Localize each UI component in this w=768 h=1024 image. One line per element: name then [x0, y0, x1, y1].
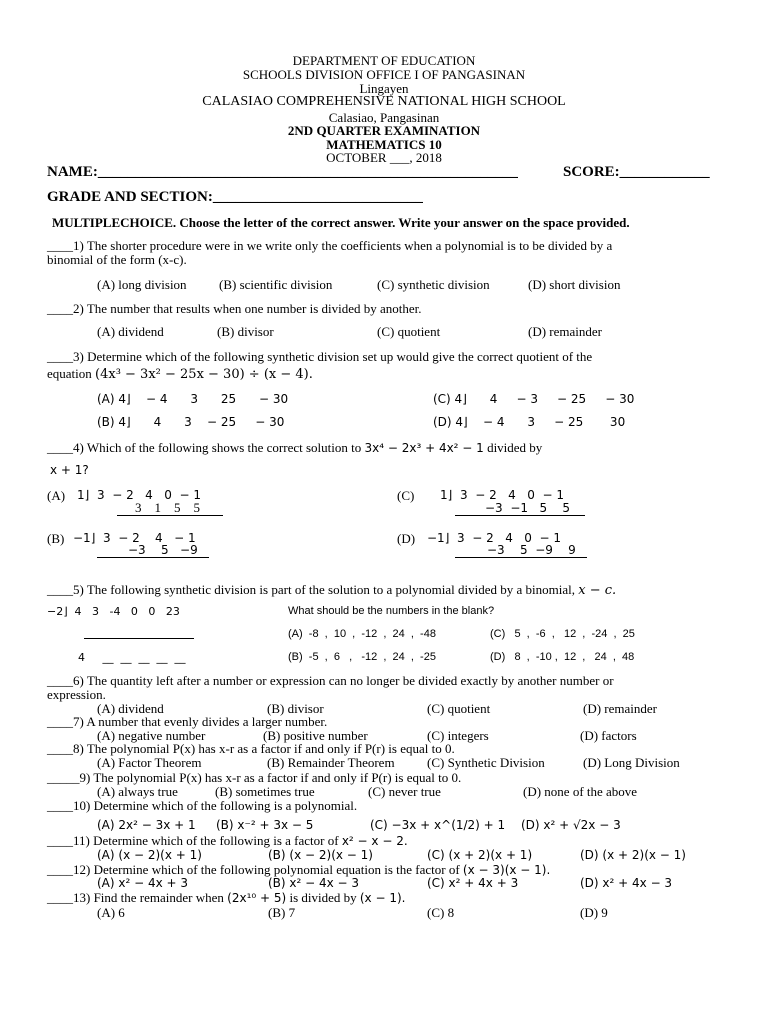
q13-text	[47, 890, 405, 906]
q11-text-main: ____11) Determine which of the following is a factor of	[47, 833, 342, 848]
q6-choice-d[interactable]: (D) remainder	[583, 701, 657, 716]
q3-choice-a[interactable]: (A) 4⌋ − 4 3 25 − 30	[97, 392, 289, 406]
q1-choice-d[interactable]: (D) short division	[528, 277, 621, 292]
q3-choice-b[interactable]: (B) 4⌋ 4 3 − 25 − 30	[97, 415, 285, 429]
q4-choice-a-label[interactable]: (A)	[47, 488, 66, 503]
q4-choice-d-row1: −1⌋ 3 − 2 4 0 − 1	[427, 531, 562, 545]
q12-factor: (x − 3)(x − 1).	[462, 863, 551, 877]
q5-synthetic-row1: −2⌋ 4 3 -4 0 0 23	[47, 605, 180, 618]
q5-choice-b[interactable]: (B) -5 , 6 , -12 , 24 , -25	[288, 651, 436, 663]
header-date: OCTOBER ___, 2018	[326, 150, 442, 165]
q6-text-line1: ____6) The quantity left after a number or expression can no longer be divided exactly by another number or	[47, 673, 614, 688]
q11-choice-b[interactable]: (B) (x − 2)(x − 1)	[268, 848, 373, 862]
q1-choice-a[interactable]: (A) long division	[97, 277, 187, 292]
q12-choice-b[interactable]: (B) x² − 4x − 3	[268, 876, 360, 890]
q6-choice-a[interactable]: (A) dividend	[97, 701, 164, 716]
q4-choice-d-rule	[455, 557, 587, 558]
q5-choice-c[interactable]: (C) 5 , -6 , 12 , -24 , 25	[490, 628, 635, 640]
q9-choice-a[interactable]: (A) always true	[97, 784, 178, 799]
q12-text-main: ____12) Determine which of the following polynomial equation is the factor of	[47, 862, 463, 877]
q7-choice-b[interactable]: (B) positive number	[263, 728, 368, 743]
q2-choice-b[interactable]: (B) divisor	[217, 324, 274, 339]
q10-choice-b[interactable]: (B) x⁻² + 3x − 5	[216, 818, 314, 832]
q6-choice-c[interactable]: (C) quotient	[427, 701, 491, 716]
q9-choice-c[interactable]: (C) never true	[368, 784, 441, 799]
q10-text: ____10) Determine which of the following is a polynomial.	[47, 798, 358, 813]
header-school: CALASIAO COMPREHENSIVE NATIONAL HIGH SCHOOL	[202, 94, 566, 109]
q4-choice-c-row2: −3 −1 5 5	[485, 501, 570, 515]
q5-choice-d[interactable]: (D) 8 , -10 , 12 , 24 , 48	[490, 651, 635, 663]
q13-choice-a[interactable]: (A) 6	[97, 905, 125, 920]
q8-choice-b[interactable]: (B) Remainder Theorem	[267, 755, 395, 770]
header-subject: MATHEMATICS 10	[326, 137, 442, 152]
q10-choice-d[interactable]: (D) x² + √2x − 3	[521, 818, 621, 832]
q4-choice-b-rule	[97, 557, 209, 558]
q5-text-main: ____5) The following synthetic division is part of the solution to a polynomial divided by a binomial,	[47, 582, 579, 597]
q13-text-a: ____13) Find the remainder when	[47, 890, 228, 905]
score-field[interactable]: SCORE:____________	[563, 164, 710, 180]
q11-choice-a[interactable]: (A) (x − 2)(x + 1)	[97, 848, 202, 862]
q5-prompt: What should be the numbers in the blank?	[288, 605, 495, 617]
q7-choice-c[interactable]: (C) integers	[427, 728, 489, 743]
q7-choice-a[interactable]: (A) negative number	[97, 728, 206, 743]
q10-choice-a[interactable]: (A) 2x² − 3x + 1	[97, 818, 196, 832]
header-school-location: Calasiao, Pangasinan	[328, 110, 440, 125]
q4-choice-c-row1: 1⌋ 3 − 2 4 0 − 1	[440, 488, 565, 502]
q4-divisor: x + 1?	[50, 463, 89, 477]
q8-choice-c[interactable]: (C) Synthetic Division	[427, 755, 545, 770]
q4-choice-c-label[interactable]: (C)	[397, 488, 415, 503]
q3-equation: (4x³ − 3x² − 25x − 30) ÷ (x − 4).	[95, 367, 313, 382]
q6-choice-b[interactable]: (B) divisor	[267, 701, 324, 716]
q5-binomial: x − c.	[578, 583, 617, 598]
q13-text-c: is divided by	[286, 890, 360, 905]
q3-text-line1: ____3) Determine which of the following synthetic division set up would give the correct quotient of the	[47, 349, 593, 364]
q3-text-line2	[47, 366, 313, 382]
q4-choice-d-label[interactable]: (D)	[397, 531, 416, 546]
q4-text-line1	[47, 440, 542, 456]
q3-choice-c[interactable]: (C) 4⌋ 4 − 3 − 25 − 30	[433, 392, 635, 406]
q13-divisor: (x − 1).	[359, 891, 406, 905]
q2-choice-a[interactable]: (A) dividend	[97, 324, 164, 339]
q13-choice-c[interactable]: (C) 8	[427, 905, 455, 920]
instructions: MULTIPLECHOICE. Choose the letter of the correct answer. Write your answer on the space provided.	[52, 215, 630, 230]
q5-synthetic-rule	[84, 638, 194, 639]
q4-choice-a-row2: 3 1 5 5	[135, 500, 200, 515]
q9-choice-d[interactable]: (D) none of the above	[523, 784, 638, 799]
header-dept: DEPARTMENT OF EDUCATION	[292, 53, 476, 68]
q4-choice-b-row1: −1⌋ 3 − 2 4 − 1	[73, 531, 196, 545]
q11-polynomial: x² − x − 2.	[341, 834, 408, 848]
q5-synthetic-row3: 4 __ __ __ __ __	[78, 651, 186, 664]
q2-choice-c[interactable]: (C) quotient	[377, 324, 441, 339]
q8-text: ____8) The polynomial P(x) has x-r as a factor if and only if P(r) is equal to 0.	[47, 741, 455, 756]
q2-text: ____2) The number that results when one number is divided by another.	[47, 301, 422, 316]
q4-text-prefix: ____4) Which of the following shows the correct solution to	[47, 440, 365, 455]
q12-choice-c[interactable]: (C) x² + 4x + 3	[427, 876, 519, 890]
q1-text-line1: ____1) The shorter procedure were in we write only the coefficients when a polynomial is to be divided by a	[47, 238, 613, 253]
grade-section-field[interactable]: GRADE AND SECTION:____________________________	[47, 189, 423, 205]
q4-polynomial: 3x⁴ − 2x³ + 4x² − 1	[364, 441, 484, 455]
q7-text: ____7) A number that evenly divides a larger number.	[47, 714, 328, 729]
q7-choice-d[interactable]: (D) factors	[580, 728, 637, 743]
q4-text-suffix: divided by	[483, 440, 543, 455]
q12-choice-d[interactable]: (D) x² + 4x − 3	[580, 876, 673, 890]
q4-choice-b-row2: −3 5 −9	[128, 543, 198, 557]
q8-choice-a[interactable]: (A) Factor Theorem	[97, 755, 202, 770]
header-division: SCHOOLS DIVISION OFFICE I OF PANGASINAN	[242, 67, 526, 82]
header-exam: 2ND QUARTER EXAMINATION	[287, 123, 481, 138]
header-city: Lingayen	[359, 81, 409, 96]
q5-choice-a[interactable]: (A) -8 , 10 , -12 , 24 , -48	[288, 628, 436, 640]
q4-choice-a-row1: 1⌋ 3 − 2 4 0 − 1	[77, 488, 202, 502]
name-field[interactable]: NAME:________________________________________________________	[47, 164, 518, 180]
q12-choice-a[interactable]: (A) x² − 4x + 3	[97, 876, 189, 890]
q4-choice-c-rule	[455, 515, 585, 516]
q11-choice-c[interactable]: (C) (x + 2)(x + 1)	[427, 848, 533, 862]
q13-dividend: (2x¹⁰ + 5)	[227, 891, 287, 905]
q11-text	[47, 833, 408, 849]
q6-text-line2: expression.	[47, 687, 106, 702]
q4-choice-b-label[interactable]: (B)	[47, 531, 65, 546]
q9-text: _____9) The polynomial P(x) has x-r as a factor if and only if P(r) is equal to 0.	[47, 770, 462, 785]
q5-text	[47, 582, 616, 598]
q9-choice-b[interactable]: (B) sometimes true	[215, 784, 315, 799]
q3-text-prefix: equation	[47, 366, 96, 381]
q1-text-line2: binomial of the form (x-c).	[47, 252, 187, 267]
q13-choice-d[interactable]: (D) 9	[580, 905, 608, 920]
q3-choice-d[interactable]: (D) 4⌋ − 4 3 − 25 30	[433, 415, 626, 429]
q1-choice-c[interactable]: (C) synthetic division	[377, 277, 490, 292]
q1-choice-b[interactable]: (B) scientific division	[219, 277, 333, 292]
q13-choice-b[interactable]: (B) 7	[268, 905, 296, 920]
q8-choice-d[interactable]: (D) Long Division	[583, 755, 680, 770]
q4-choice-d-row2: −3 5 −9 9	[487, 543, 576, 557]
q2-choice-d[interactable]: (D) remainder	[528, 324, 602, 339]
q11-choice-d[interactable]: (D) (x + 2)(x − 1)	[580, 848, 686, 862]
q10-choice-c[interactable]: (C) −3x + x^(1/2) + 1	[370, 818, 506, 832]
